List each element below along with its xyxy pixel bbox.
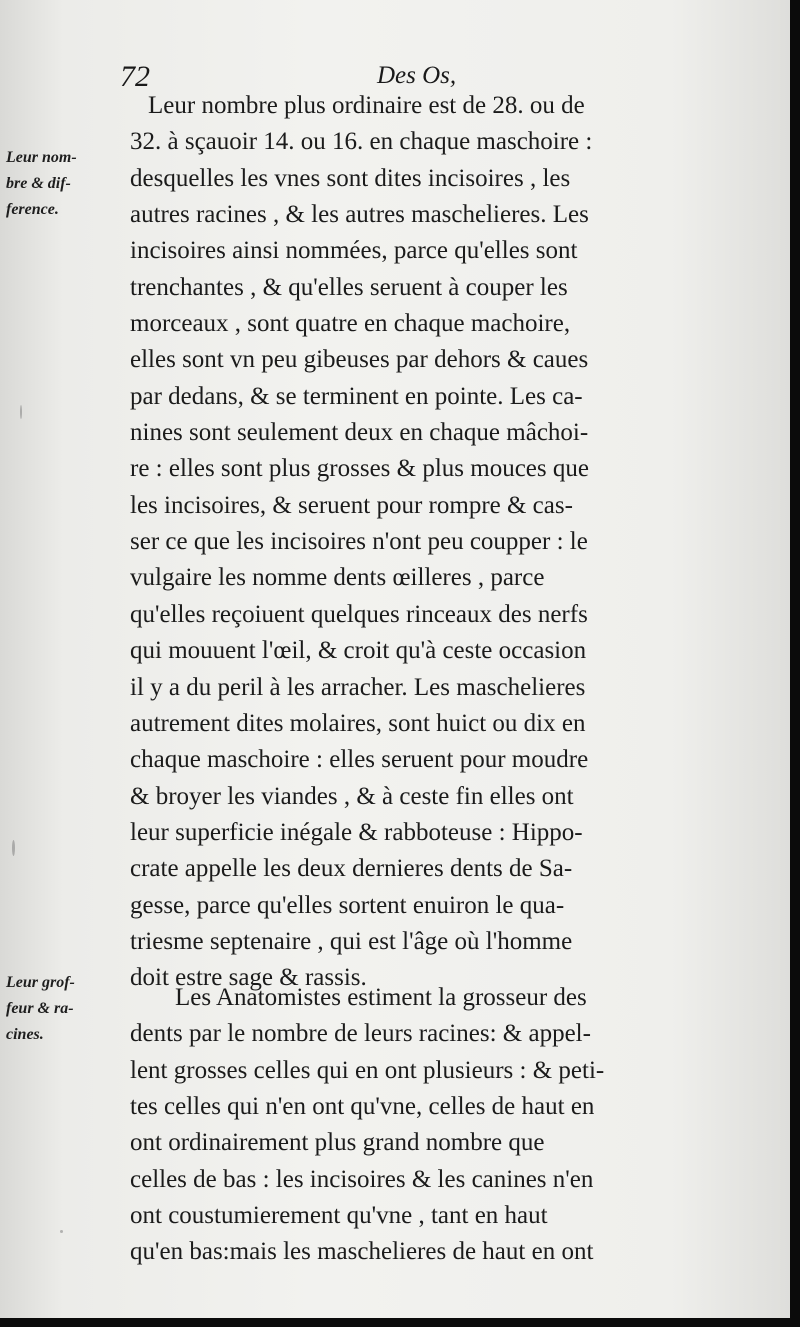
text-line: morceaux , sont quatre en chaque machoire, bbox=[130, 310, 571, 338]
text-line: vulgaire les nomme dents œilleres , parce bbox=[130, 564, 545, 592]
text-line: doit estre sage & rassis. bbox=[130, 964, 367, 992]
text-line: ont ordinairement plus grand nombre que bbox=[130, 1129, 545, 1157]
text-line: desquelles les vnes sont dites incisoires , les bbox=[130, 164, 571, 192]
text-line: 32. à sçauoir 14. ou 16. en chaque maschoire : bbox=[130, 128, 593, 156]
running-title: Des Os, bbox=[377, 62, 457, 89]
text-line: celles de bas : les incisoires & les canines n'en bbox=[130, 1165, 594, 1193]
text-line: qu'elles reçoiuent quelques rinceaux des nerfs bbox=[130, 600, 588, 628]
text-line: trenchantes , & qu'elles seruent à couper les bbox=[130, 273, 568, 301]
text-line: re : elles sont plus grosses & plus mouces que bbox=[130, 455, 589, 483]
text-line: triesme septenaire , qui est l'âge où l'homme bbox=[130, 927, 573, 955]
text-line: qu'en bas:mais les maschelieres de haut en ont bbox=[130, 1238, 594, 1266]
text-line: crate appelle les deux dernieres dents de Sa- bbox=[130, 855, 573, 883]
scan-border-bottom bbox=[0, 1318, 800, 1327]
paper-blemish bbox=[20, 405, 22, 419]
text-line: lent grosses celles qui en ont plusieurs : & peti- bbox=[130, 1056, 605, 1084]
text-line: incisoires ainsi nommées, parce qu'elles sont bbox=[130, 237, 578, 265]
paragraph-size-of-teeth bbox=[130, 980, 745, 1271]
text-line: par dedans, & se terminent en pointe. Les ca- bbox=[130, 382, 583, 410]
paragraph-number-of-teeth bbox=[130, 88, 745, 997]
page-number: 72 bbox=[120, 60, 150, 93]
text-line: il y a du peril à les arracher. Les maschelieres bbox=[130, 673, 586, 701]
text-line: & broyer les viandes , & à ceste fin elles ont bbox=[130, 782, 574, 810]
text-line: Leur nombre plus ordinaire est de 28. ou de bbox=[148, 92, 585, 119]
text-line: ser ce que les incisoires n'ont peu coupper : le bbox=[130, 528, 588, 556]
text-line: nines sont seulement deux en chaque mâchoi- bbox=[130, 419, 589, 447]
marginal-note-number-and-difference: Leur nom- bre & dif- ference. bbox=[6, 149, 77, 218]
text-line: ont coustumierement qu'vne , tant en haut bbox=[130, 1202, 548, 1230]
text-line: les incisoires, & seruent pour rompre & cas- bbox=[130, 491, 573, 519]
text-line: autrement dites molaires, sont huict ou dix en bbox=[130, 709, 586, 737]
marginal-note-size-and-roots: Leur grof- feur & ra- cines. bbox=[6, 974, 75, 1043]
text-line: tes celles qui n'en ont qu'vne, celles de haut en bbox=[130, 1093, 595, 1121]
text-line: elles sont vn peu gibeuses par dehors & caues bbox=[130, 346, 589, 374]
paper-blemish bbox=[60, 1230, 63, 1233]
text-line: gesse, parce qu'elles sortent enuiron le qua- bbox=[130, 891, 565, 919]
text-line: qui mouuent l'œil, & croit qu'à ceste occasion bbox=[130, 637, 587, 665]
text-line: chaque maschoire : elles seruent pour moudre bbox=[130, 746, 589, 774]
text-line: leur superficie inégale & rabboteuse : Hippo- bbox=[130, 818, 583, 846]
text-line: Les Anatomistes estiment la grosseur des bbox=[175, 984, 587, 1011]
text-line: autres racines , & les autres maschelieres. Les bbox=[130, 201, 589, 229]
text-line: dents par le nombre de leurs racines: & appel- bbox=[130, 1020, 591, 1048]
scan-border-right bbox=[790, 0, 800, 1327]
paper-blemish bbox=[12, 840, 15, 856]
